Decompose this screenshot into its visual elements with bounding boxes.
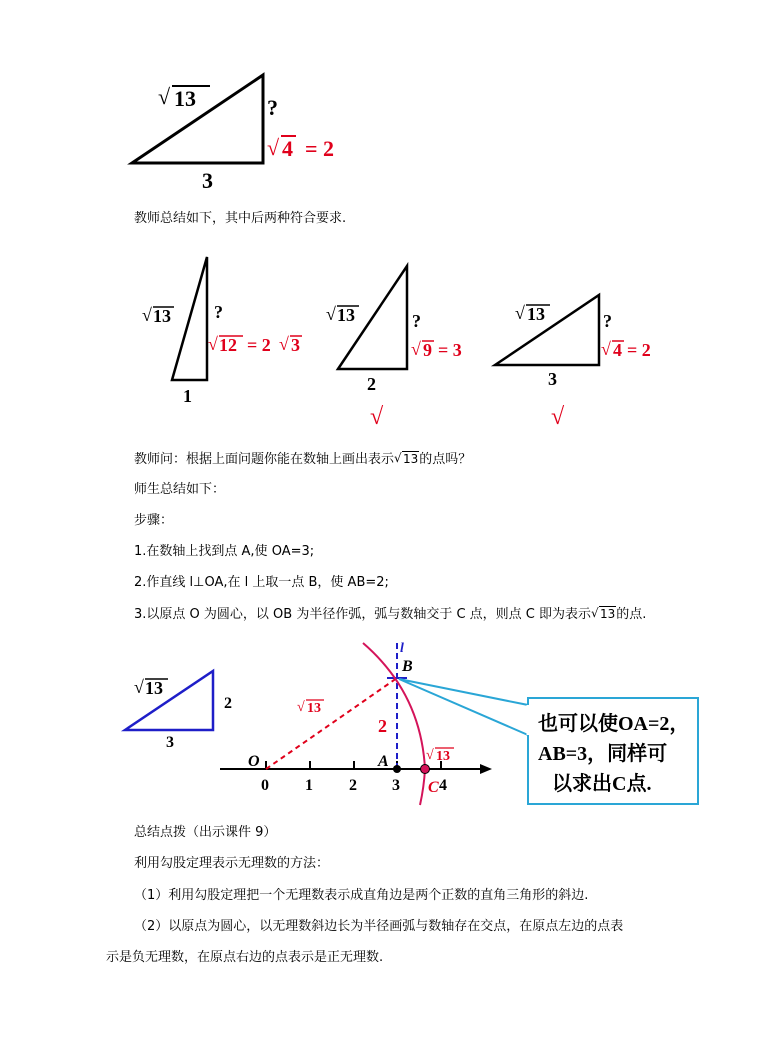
point-a — [393, 765, 401, 773]
step3-radical: √ 13 — [591, 605, 616, 623]
tri3-leg-rad: 4 — [613, 340, 622, 360]
tick-0: 0 — [261, 777, 269, 794]
tri1-base: 1 — [183, 386, 192, 406]
tick-3: 3 — [392, 777, 400, 794]
callout-line-1: 也可以使OA=2， — [538, 713, 690, 735]
step-2: 2.作直线 l⊥OA,在 l 上取一点 B，使 AB=2; — [134, 575, 389, 590]
callout-line-2: AB=3，同样可 — [538, 743, 668, 765]
tri3-unknown: ? — [603, 311, 612, 331]
tri3-base: 3 — [548, 369, 557, 389]
callout-line-3: 以求出C点. — [552, 773, 652, 795]
tri2-unknown: ? — [412, 311, 421, 331]
radical-sign: √ — [158, 84, 171, 109]
triangle-2 — [326, 266, 462, 430]
tick-2: 2 — [349, 777, 357, 794]
method-paragraph: 利用勾股定理表示无理数的方法： — [134, 856, 330, 871]
oc-label: 13 — [436, 749, 450, 764]
method-2b: 示是负无理数，在原点右边的点表示是正无理数. — [106, 950, 384, 965]
tri2-hyp: 13 — [337, 305, 355, 325]
svg-text:√: √ — [142, 305, 152, 325]
figure-triangle-top — [120, 60, 380, 200]
triangle-shape — [132, 75, 263, 163]
tri1-unknown: ? — [214, 302, 223, 322]
svg-text:√: √ — [411, 339, 421, 359]
small-tri-side: 2 — [224, 695, 232, 712]
tri1-leg-eq: = 2 — [247, 335, 271, 355]
svg-text:√: √ — [326, 304, 336, 324]
tip-paragraph: 总结点拨（出示课件 9） — [134, 825, 277, 840]
tri2-leg-eq: = 3 — [438, 340, 462, 360]
tri1-hyp: 13 — [153, 306, 171, 326]
triangle-1 — [142, 257, 302, 406]
ab-label: 2 — [378, 716, 387, 736]
figure-three-triangles — [130, 250, 690, 440]
question-radical: √ 13 — [394, 450, 419, 468]
svg-text:√: √ — [601, 339, 611, 359]
tick-4: 4 — [439, 777, 447, 794]
leg-eq-value: = 2 — [305, 136, 335, 161]
teacher-summary: 教师总结如下，其中后两种符合要求. — [134, 211, 347, 226]
triangle-3 — [495, 295, 651, 430]
label-l: l — [400, 641, 404, 656]
tri1-leg-rad2: 3 — [291, 335, 300, 355]
small-tri-base: 3 — [166, 734, 174, 751]
method-1: （1）利用勾股定理把一个无理数表示成直角边是两个正数的直角三角形的斜边. — [134, 888, 589, 903]
ob-label: 13 — [307, 701, 321, 716]
label-a: A — [378, 753, 389, 770]
svg-text:√: √ — [297, 700, 305, 715]
base-label: 3 — [202, 168, 213, 193]
hyp-label: 13 — [174, 86, 196, 111]
tri2-check: √ — [370, 404, 384, 430]
svg-text:√: √ — [134, 677, 144, 697]
leg-rad-value: 4 — [282, 136, 293, 161]
axis-ticks — [266, 761, 441, 769]
tri3-leg-eq: = 2 — [627, 340, 651, 360]
summary2-paragraph: 师生总结如下： — [134, 482, 226, 497]
svg-text:√: √ — [515, 303, 525, 323]
tri3-check: √ — [551, 404, 565, 430]
svg-text:√: √ — [279, 334, 289, 354]
unknown-label: ? — [267, 95, 278, 120]
axis-arrow — [480, 764, 492, 774]
label-c: C — [428, 779, 439, 796]
label-b: B — [402, 658, 413, 675]
svg-text:√: √ — [426, 748, 434, 763]
step-1: 1.在数轴上找到点 A,使 OA=3; — [134, 544, 315, 559]
step-3: 3.以原点 O 为圆心，以 OB 为半径作弧，弧与数轴交于 C 点，则点 C 即为表示√ 13的点. — [134, 605, 646, 624]
tri3-hyp: 13 — [527, 304, 545, 324]
small-tri-hyp: 13 — [145, 678, 163, 698]
leg-radical-sign: √ — [267, 135, 280, 160]
tick-1: 1 — [305, 777, 313, 794]
method-2a: （2）以原点为圆心，以无理数斜边长为半径画弧与数轴存在交点，在原点左边的点表 — [134, 919, 624, 934]
tri2-leg-rad: 9 — [423, 340, 432, 360]
steps-heading: 步骤： — [134, 513, 174, 528]
tri2-base: 2 — [367, 374, 376, 394]
tri1-leg-rad: 12 — [219, 335, 237, 355]
svg-text:√: √ — [208, 334, 218, 354]
label-o: O — [248, 753, 260, 770]
figure-number-line — [120, 635, 710, 815]
small-blue-triangle — [125, 671, 232, 751]
point-c — [421, 765, 430, 774]
question-paragraph: 教师问：根据上面问题你能在数轴上画出表示√ 13的点吗？ — [134, 450, 471, 469]
